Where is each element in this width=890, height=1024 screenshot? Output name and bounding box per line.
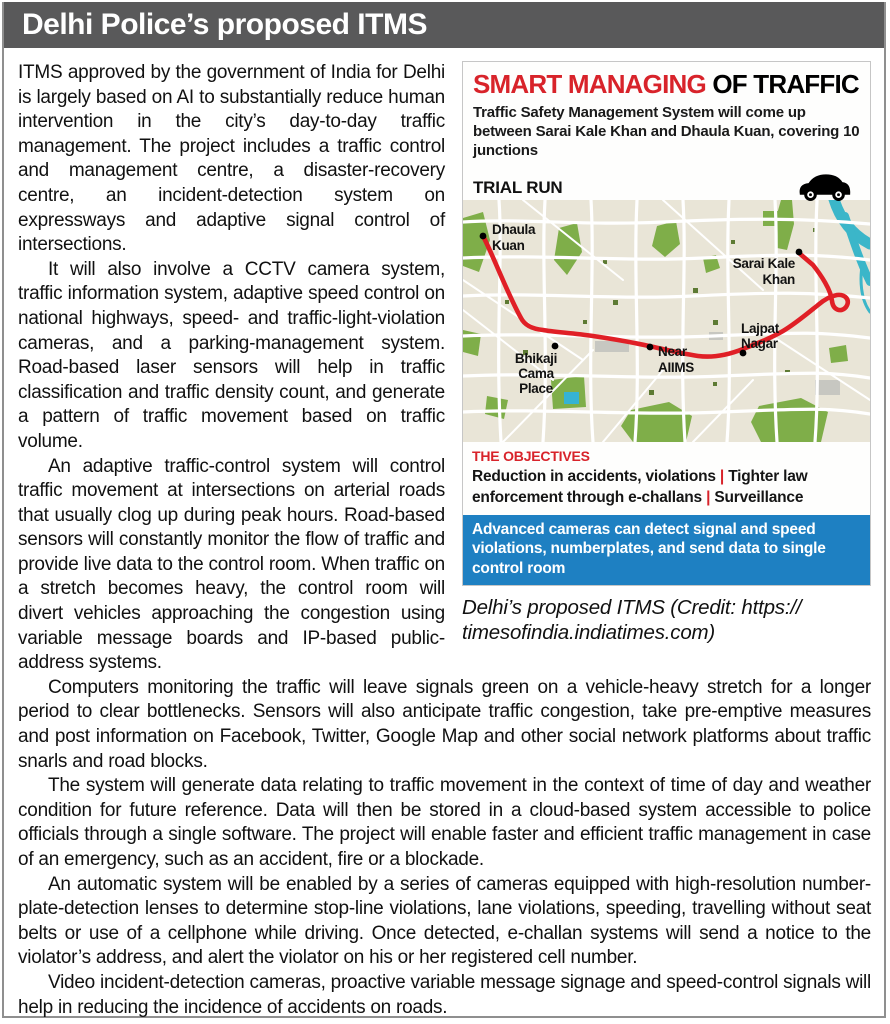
- paragraph-7: Video incident-detection cameras, proactive variable message signage and speed-control signals will help in reducing the incidence of accidents on roads.: [18, 971, 871, 1018]
- objective-separator: |: [715, 468, 729, 486]
- svg-text:Khan: Khan: [762, 272, 795, 288]
- objective-item: Surveillance: [714, 488, 804, 506]
- map-label-dhaula-kuan: Dhaula: [492, 222, 536, 238]
- infographic-box: [462, 61, 871, 586]
- paragraph-6: An automatic system will be enabled by a series of cameras equipped with high-resolution number-plate-detection lenses to determine stop-line violations, lane violations, speeding, travelling without seat belts or use of a cellphone while driving. Once detected, e-challan systems will send a notice to the violator’s address, and alert the violator on his or her registered cell number.: [18, 873, 871, 969]
- svg-text:AIIMS: AIIMS: [658, 360, 695, 376]
- infographic-title-red: SMART MANAGING: [473, 69, 706, 99]
- svg-text:Nagar: Nagar: [741, 336, 778, 352]
- page-content: [4, 48, 884, 1020]
- objectives-heading: THE OBJECTIVES: [472, 448, 590, 465]
- objective-item: Reduction in accidents, violations: [472, 468, 716, 486]
- infographic-title-black: OF TRAFFIC: [705, 69, 859, 99]
- map-label-lajpat-nagar: Lajpat: [741, 321, 779, 337]
- objectives-section: [463, 442, 870, 514]
- trial-run-label: TRIAL RUN: [473, 178, 563, 198]
- svg-text:Kuan: Kuan: [492, 238, 525, 254]
- map-label-sarai-kale-khan: Sarai Kale: [732, 256, 795, 272]
- objective-separator: |: [701, 488, 715, 506]
- paragraph-3: An adaptive traffic-control system will control traffic movement at intersections on arterial roads that usually clog up during peak hours. Road-based sensors will constantly monitor the flow of traffic and provide live data to the control room. When traffic on a stretch becomes heavy, the control room will divert vehicles approaching the congestion using variable message boards and IP-based public-address systems.: [18, 455, 445, 674]
- infographic: [462, 61, 871, 645]
- infographic-title: [473, 71, 860, 98]
- dot-bhikaji: [552, 343, 559, 350]
- traffic-map: [463, 200, 870, 442]
- trial-run-row: [473, 170, 860, 200]
- info-banner: Advanced cameras can detect signal and speed violations, numberplates, and send data to single control room: [463, 515, 870, 585]
- paragraph-2: It will also involve a CCTV camera system, traffic information system, adaptive speed control on national highways, speed- and traffic-light-violation cameras, and a parking-management system. Road-based laser sensors will help in traffic classification and traffic density count, and generate a pattern of traffic movement based on traffic volume.: [18, 258, 445, 452]
- paragraph-1: ITMS approved by the government of India for Delhi is largely based on AI to substantially reduce human intervention in the city’s day-to-day traffic management. The project includes a traffic control and management centre, a disaster-recovery centre, an incident-detection system on expressways and adaptive signal control of intersections.: [18, 62, 445, 256]
- image-caption: [462, 595, 871, 645]
- caption-line-2: timesofindia.indiatimes.com): [462, 620, 716, 644]
- svg-text:Place: Place: [519, 381, 553, 397]
- infographic-header: [463, 62, 870, 200]
- map-label-near-aiims: Near: [658, 344, 687, 360]
- paragraph-5: The system will generate data relating to traffic movement in the context of time of day and weather condition for future reference. Data will then be stored in a cloud-based system accessible to police officials through a single software. The project will enable faster and efficient traffic management in case of an emergency, such as an accident, fire or a blockade.: [18, 775, 871, 870]
- dot-near-aiims: [647, 344, 654, 351]
- caption-line-1: Delhi’s proposed ITMS (Credit: https://: [462, 595, 802, 619]
- dot-dhaula-kuan: [480, 233, 487, 240]
- page-frame: [2, 2, 886, 1018]
- infographic-subtitle: Traffic Safety Management System will come up between Sarai Kale Khan and Dhaula Kuan, covering 10 junctions: [473, 104, 860, 160]
- dot-sarai-kale-khan: [796, 249, 803, 256]
- objective-item: Tighter law enforcement through e-challans: [472, 468, 808, 506]
- svg-text:Cama: Cama: [518, 366, 554, 382]
- objectives-text: [472, 467, 861, 507]
- car-icon: [796, 169, 854, 203]
- page-title-bar: [4, 2, 884, 48]
- page-title: Delhi Police’s proposed ITMS: [22, 8, 427, 41]
- map-label-bhikaji: Bhikaji: [514, 351, 558, 367]
- paragraph-4: Computers monitoring the traffic will leave signals green on a vehicle-heavy stretch for a longer period to clear bottlenecks. Sensors will also anticipate traffic congestion, take pre-emptive measures and post information on Facebook, Twitter, Google Map and other social network platforms about traffic snarls and road blocks.: [18, 676, 871, 772]
